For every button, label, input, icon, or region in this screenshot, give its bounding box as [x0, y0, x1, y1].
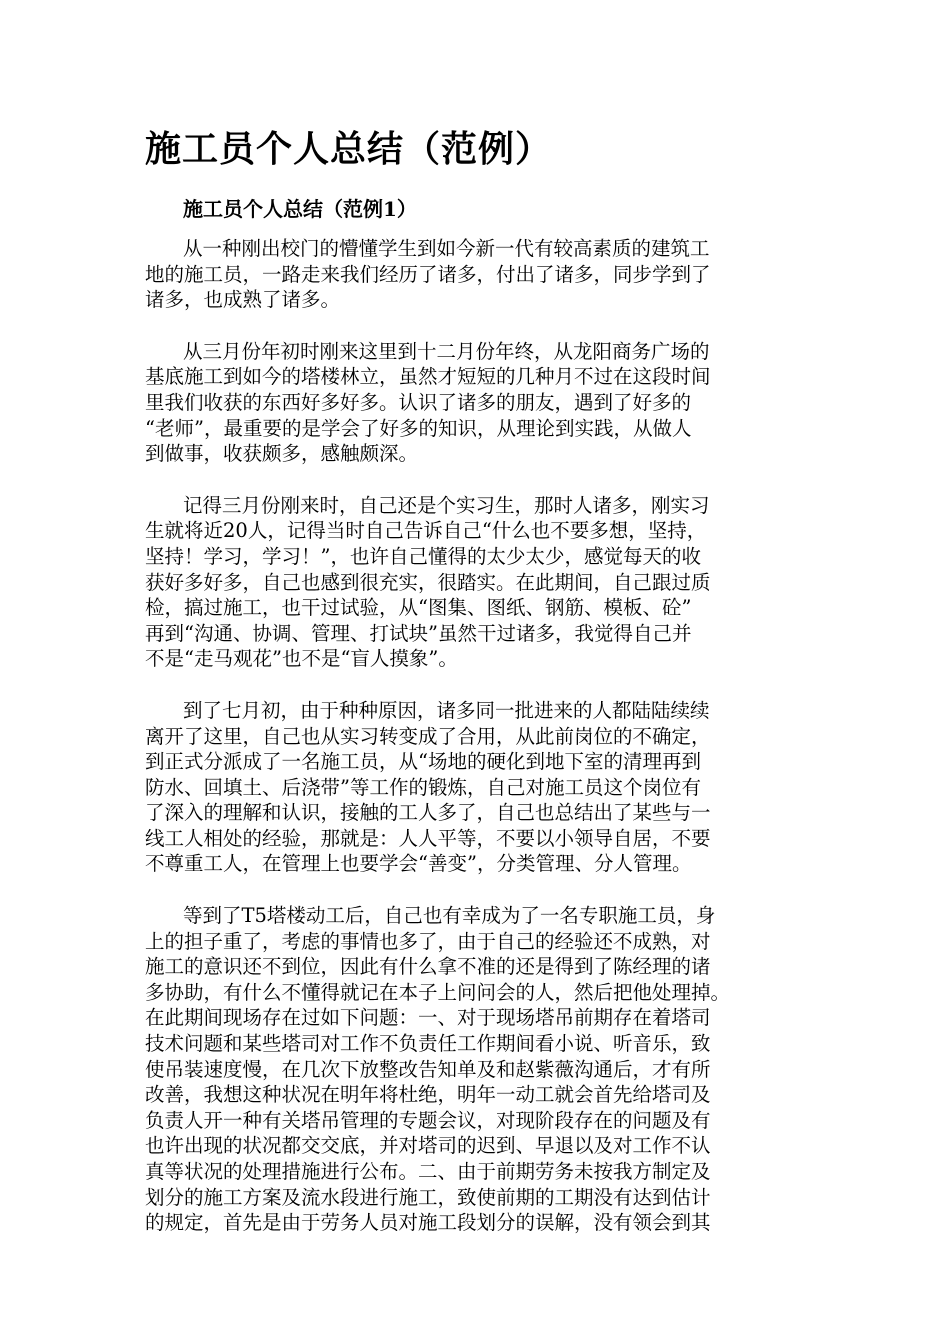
paragraph-line: 地的施工员，一路走来我们经历了诸多，付出了诸多，同步学到了 — [145, 262, 711, 286]
paragraph-line: 上的担子重了，考虑的事情也多了，由于自己的经验还不成熟，对 — [145, 929, 711, 953]
paragraph-line: 防水、回填土、后浇带”等工作的锻炼，自己对施工员这个岗位有 — [145, 775, 701, 799]
paragraph-line: 离开了这里，自己也从实习转变成了合用，从此前岗位的不确定， — [145, 724, 711, 748]
paragraph-line: 不是“走马观花”也不是“盲人摸象”。 — [145, 647, 458, 671]
document-subtitle: 施工员个人总结（范例1） — [183, 197, 417, 221]
paragraph-line: 到了七月初，由于种种原因，诸多同一批进来的人都陆陆续续 — [183, 698, 710, 722]
paragraph-line: 到做事，收获颇多，感触颇深。 — [145, 442, 419, 466]
paragraph-line: 技术问题和某些塔司对工作不负责任工作期间看小说、听音乐，致 — [145, 1032, 711, 1056]
paragraph-line: 真等状况的处理措施进行公布。二、由于前期劳务未按我方制定及 — [145, 1160, 711, 1183]
paragraph-line: 记得三月份刚来时，自己还是个实习生，那时人诸多，刚实习 — [183, 493, 710, 517]
paragraph-line: 再到“沟通、协调、管理、打试块”虽然干过诸多，我觉得自己并 — [145, 621, 692, 645]
paragraph-line: 不尊重工人，在管理上也要学会“善变”，分类管理、分人管理。 — [145, 852, 692, 876]
paragraph-line: 检，搞过施工，也干过试验，从“图集、图纸、钢筋、模板、砼” — [145, 596, 692, 620]
paragraph-line: 从三月份年初时刚来这里到十二月份年终，从龙阳商务广场的 — [183, 339, 710, 363]
paragraph — [145, 698, 810, 877]
paragraph — [145, 236, 810, 313]
paragraph-line: 线工人相处的经验，那就是：人人平等，不要以小领导自居，不要 — [145, 826, 711, 850]
paragraph — [145, 339, 810, 467]
paragraph-line: 里我们收获的东西好多好多。认识了诸多的朋友，遇到了好多的 — [145, 390, 692, 414]
document-body — [145, 236, 810, 1262]
paragraph-line: 坚持！学习，学习！”，也许自己懂得的太少太少，感觉每天的收 — [145, 544, 701, 568]
paragraph-line: 的规定，首先是由于劳务人员对施工段划分的误解，没有领会到其 — [145, 1211, 711, 1235]
paragraph-line: 也许出现的状况都交交底，并对塔司的迟到、早退以及对工作不认 — [145, 1134, 711, 1158]
paragraph — [145, 493, 810, 672]
paragraph-line: 生就将近20人，记得当时自己告诉自己“什么也不要多想，坚持， — [145, 519, 707, 543]
paragraph-line: 获好多好多，自己也感到很充实，很踏实。在此期间，自己跟过质 — [145, 570, 711, 594]
paragraph-line: 使吊装速度慢，在几次下放整改告知单及和赵紫薇沟通后，才有所 — [145, 1057, 711, 1081]
paragraph-line: 诸多，也成熟了诸多。 — [145, 288, 341, 312]
paragraph-line: 负责人开一种有关塔吊管理的专题会议，对现阶段存在的问题及有 — [145, 1108, 711, 1132]
paragraph-line: 等到了T5塔楼动工后，自己也有幸成为了一名专职施工员，身 — [183, 904, 716, 928]
paragraph-line: “老师”，最重要的是学会了好多的知识，从理论到实践，从做人 — [145, 416, 692, 440]
paragraph-line: 在此期间现场存在过如下问题：一、对于现场塔吊前期存在着塔司 — [145, 1006, 711, 1030]
paragraph-line: 改善，我想这种状况在明年将杜绝，明年一动工就会首先给塔司及 — [145, 1083, 711, 1107]
paragraph-line: 到正式分派成了一名施工员，从“场地的硬化到地下室的清理再到 — [145, 750, 701, 774]
paragraph-line: 从一种刚出校门的懵懂学生到如今新一代有较高素质的建筑工 — [183, 237, 710, 260]
paragraph-line: 施工的意识还不到位，因此有什么拿不准的还是得到了陈经理的诸 — [145, 955, 711, 979]
paragraph-line: 多协助，有什么不懂得就记在本子上问问会的人，然后把他处理掉。 — [145, 980, 731, 1004]
document-title: 施工员个人总结（范例） — [145, 128, 553, 170]
paragraph-line: 基底施工到如今的塔楼林立，虽然才短短的几种月不过在这段时间 — [145, 365, 711, 389]
paragraph — [145, 903, 810, 1236]
paragraph-line: 划分的施工方案及流水段进行施工，致使前期的工期没有达到估计 — [145, 1185, 711, 1209]
paragraph-line: 了深入的理解和认识，接触的工人多了，自己也总结出了某些与一 — [145, 801, 711, 825]
